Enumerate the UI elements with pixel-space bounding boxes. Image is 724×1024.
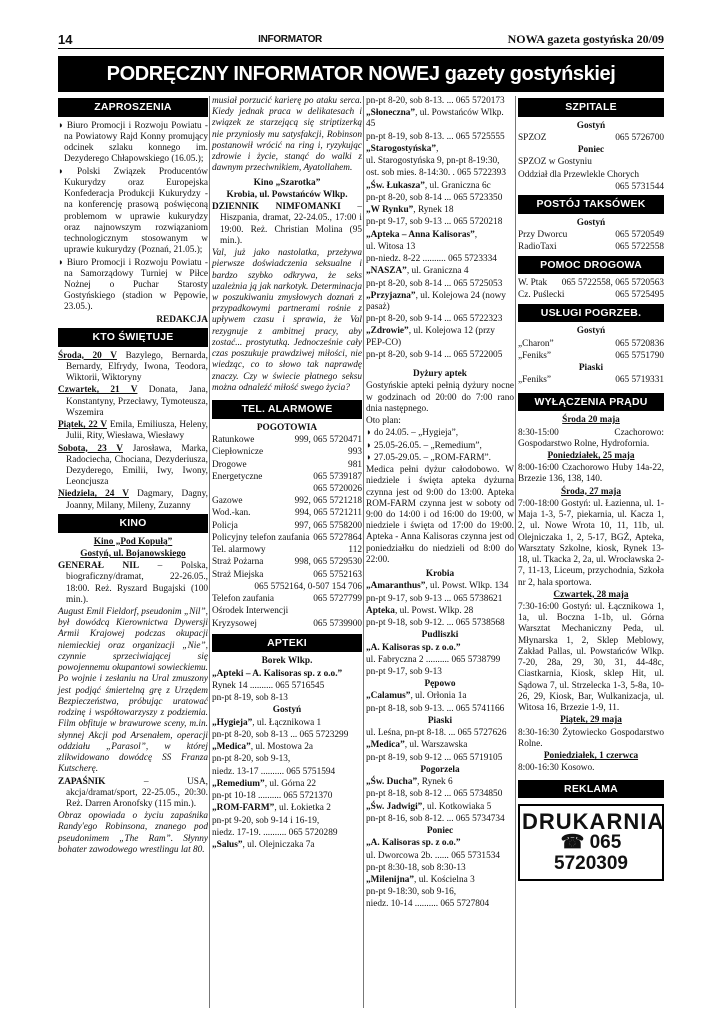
pharmacy-name: „A. Kalisoras sp. z o.o.” [366,642,461,653]
entry-number: 065 5752163 [313,569,362,580]
invitations-list [58,121,208,314]
pharmacy-hours: pn-pt 9-18, sob 9-12. ... 065 5738568 [366,618,505,629]
film-title: GENERAŁ NIL [58,561,140,572]
film-description: Val, już jako nastolatka, przeżywa pierwsze doświadczenia seksualne i bardzo szybko odkrywa, że seks uzależnia ją jak narkotyk. Determinacja w poszukiwaniu zmysłowych doznań z przypadkowymi partnerami rośnie z upływem czasu i sprawia, że Val rezygnuje z ambitnej pracy, aby zostać... prostytutką. Jednocześnie cały czas poszukuje prawdziwej miłości, nie wiedząc, co to słowo tak naprawdę znaczy. Czy w świecie płatnego seksu można odnaleźć miłość swego życia? [212,248,362,393]
column-2 [212,96,362,852]
pharmacy-address: , ul. Olejniczaka 7a [242,840,315,850]
pharmacy-hours: Rynek 14 .......... 065 5716545 [212,680,325,691]
nameday-date: Piątek, 22 V [58,420,108,431]
pharmacy-address: , [436,143,439,154]
pharmacy-name: „Św. Jadwigi” [366,801,423,812]
pharmacy-address: , ul. Łokietka 2 [274,803,331,814]
town-heading: Pogorzela [420,764,460,775]
section-header-taxi: POSTÓJ TAKSÓWEK [518,195,664,214]
duty-plan-label: Oto plan: [366,416,401,427]
entry-number: 065 5726700 [615,132,664,143]
duty-item: ◗ 27.05-29.05. – „ROM-FARM”. [366,452,492,463]
section-header-drogowa: POMOC DROGOWA [518,256,664,275]
duty-item: ◗ 25.05-26.05. – „Remedium”, [366,440,482,451]
pharmacy-name: „Hygieja” [212,717,253,728]
pharmacy-name: „Calamus” [366,691,411,702]
banner-title: PODRĘCZNY INFORMATOR NOWEJ gazety gostyńskiej [106,62,616,85]
entry-number: 997, 065 5758200 [294,520,362,531]
pharmacy-address: , ul. Górna 22 [264,778,317,789]
entry-name: Ciepłownicze [212,447,264,458]
entry-name: Policja [212,520,238,531]
duty-text: Medica pełni dyżur całodobowo. W niedziele i święta apteka dyżurna czynna jest od 9:00 do 13:00. Apteka ROM-FARM czynna jest w soboty od 9:00 do 14:00 i od 16:00 do 19:00, w niedziele i święta od 17:00 do 19:00. Apteka - Anna Kalisoras czynna jest od poniedziałku do niedzieli od 8:00 do 22:00. [366,465,514,565]
pharmacy-list [366,96,514,361]
pharmacy-address: , ul. Mostowa 2a [250,742,313,753]
emergency-subtitle: POGOTOWIA [256,422,318,433]
outage-date: Czwartek, 28 maja [553,589,629,600]
nameday-names: Bazylego, Bernarda, Bernardy, Elfrydy, Iwona, Teodora, Wiktorii, Wiktoryny [66,350,208,384]
entry-name: Telefon zaufania [212,594,275,605]
pharmacy-list [366,643,514,679]
column-divider [363,96,364,1008]
emergency-row [212,606,362,617]
pharmacy-hours: pn-pt 8-20, sob 9-14 ... 065 5722005 [366,349,503,360]
town-heading: Gostyń [272,705,302,716]
pharmacy-hours: pn-pt 8-20, sob 9-13, [212,754,291,765]
column-4 [518,96,664,881]
film-description-continued: musiał porzucić karierę po ataku serca. Kiedy jednak praca w delikatesach i związek ze starzejącą się striptizerką nie przyniosły mu satysfakcji, Robinson postanowił wrócić na ring i, ryzykując zdrowie i życie, stanąć do walki z dawnym przeciwnikiem, Ayatollahem. [212,96,362,174]
pharmacy-name-line [212,742,362,753]
pharmacy-name-line [366,777,514,788]
pharmacy-hours: ul. Fabryczna 2 .......... 065 5738799 [366,654,501,665]
pharmacy-list [366,777,514,825]
entry-name: W. Ptak [518,278,548,289]
pharmacy-name-line [366,144,514,155]
town-heading: Borek Wlkp. [261,656,313,667]
town-heading: Gostyń [576,120,606,131]
emergency-row [212,472,362,483]
section-header-alarmowe: TEL. ALARMOWE [212,400,362,419]
pharmacy-address: , ul. Kolejowa 24 (nowy pasaż) [366,290,506,312]
pharmacy-name-line [366,802,514,813]
town-heading: Poniec [426,826,454,837]
funeral-list [518,375,664,386]
pharmacy-name: „Medica” [212,742,251,753]
entry-name: Ratunkowe [212,435,255,446]
funeral-row [518,351,664,362]
pharmacy-hours: pn-pt 9-17, sob 9-13 ... 065 5738621 [366,593,503,604]
pharmacy-address: , ul. Graniczna 6c [424,180,491,191]
pharmacy-name: „Św. Ducha” [366,777,418,788]
pharmacy-hours: pn-pt 8-19, sob 9-12 ... 065 5719105 [366,752,503,763]
duty-list [366,428,514,464]
section-header-wylaczenia: WYŁĄCZENIA PRĄDU [518,393,664,412]
entry-number: 112 [348,545,362,556]
nameday-names: Dagmary, Dagny, Joanny, Milany, Mileny, Zuzanny [66,489,208,511]
outage-date: Poniedziałek, 1 czerwca [543,751,639,762]
emergency-row [212,435,362,446]
pharmacy-address: , ul. Kolejowa 12 (przy PEP-CO) [366,326,495,348]
pharmacy-hours: pn-pt 9-17, sob 9-13 ... 065 5720218 [366,217,503,228]
outage-text: 8:00-16:00 Czachorowo Huby 14a-22, Brzezie 136, 138, 140. [518,463,664,485]
entry-number: 065 5720549 [615,230,664,241]
pharmacy-hours: pn-pt 9-20, sob 9-14 i 16-19, [212,815,320,826]
pharmacy-hours: pn-pt 9-18:30, sob 9-16, [366,887,457,898]
pharmacy-hours: ul. Dworcowa 2b. ...... 065 5731534 [366,850,501,861]
hospital-name: SPZOZ w Gostyniu [518,157,592,168]
hospital-number: 065 5731544 [615,181,664,192]
section-header-szpitale: SZPITALE [518,98,664,117]
pharmacy-name: „Słoneczna” [366,108,416,119]
entry-name: Straż Miejska [212,569,264,580]
emergency-row [212,582,362,593]
emergency-row [212,460,362,471]
pharmacy-name-line [366,326,514,348]
entry-number: 065 5720026 [313,483,362,494]
section-header-zaproszenia: ZAPROSZENIA [58,98,208,117]
pharmacy-address: , ul. Orłonia 1a [410,691,467,702]
pharmacy-name: Apteka [366,605,395,616]
pharmacy-name-line [366,838,514,849]
hospital-ward: Oddział dla Przewlekle Chorych [518,169,640,180]
entry-name: Tel. alarmowy [212,545,266,556]
film-entry [58,561,208,606]
nameday-item [58,444,208,489]
pharmacy-hours: niedz. 13-17 .......... 065 5751594 [212,766,336,777]
nameday-date: Sobota, 23 V [58,443,123,454]
power-outages-list [518,415,664,774]
entry-name: Cz. Puślecki [518,290,565,301]
ad-phone: ☎ 065 5720309 [554,832,628,875]
pharmacy-name-line [366,643,514,654]
section-header-imieniny: KTO ŚWIĘTUJE [58,328,208,347]
column-3 [366,96,514,912]
funeral-list [518,339,664,362]
pharmacy-name: „Apteka – Anna Kalisoras” [366,229,475,240]
emergency-row [212,484,362,495]
pharmacy-name-line [212,718,362,729]
signature: REDAKCJA [156,314,208,325]
entry-number: 065 5752164, 0-507 154 706 [254,581,362,592]
pharmacy-hours: ul. Leśna, pn-pt 8-18. ... 065 5727626 [366,728,507,739]
entry-name: Gazowe [212,496,243,507]
pharmacy-name: „NASZA” [366,266,407,277]
emergency-row [212,521,362,532]
nameday-date: Niedziela, 24 V [58,489,129,500]
outage-date: Środa, 27 maja [560,486,621,497]
advertisement[interactable] [518,804,664,881]
pharmacy-hours: pn-pt 8-19, sob 8-13. ... 065 5725555 [366,131,505,142]
roadside-row [518,290,664,301]
town-heading: Gostyń [576,326,606,337]
pharmacy-hours: pn-pt 8-20, sob 8-13 ... 065 5723299 [212,729,349,740]
pharmacy-name: „Zdrowie” [366,326,409,337]
entry-number: 998, 065 5729530 [294,557,362,568]
nameday-date: Środa, 20 V [58,350,117,361]
cinema-name: Kino „Szarotka” [253,177,321,188]
town-heading: Gostyń [576,217,606,228]
header-divider [58,48,664,49]
entry-name: Drogowe [212,459,247,470]
entry-name: Policyjny telefon zaufania [212,532,310,543]
pharmacy-list [212,718,362,852]
film-entry [212,202,362,247]
pharmacy-hours: pn-pt 8-18, sob 8-12 ... 065 5734850 [366,789,503,800]
section-label: INFORMATOR [258,33,322,45]
emergency-numbers-list [212,435,362,630]
film-title: DZIENNIK NIMFOMANKI [212,202,341,213]
emergency-row [212,619,362,630]
emergency-row [212,570,362,581]
pharmacy-name: „Salus” [212,840,243,850]
column-divider [515,96,516,1008]
pharmacy-hours: niedz. 17-19. .......... 065 5720289 [212,827,338,838]
pharmacy-hours: pn-pt 8-20, sob 8-14 ... 065 5723350 [366,192,503,203]
emergency-row [212,545,362,556]
duty-item: ◗ do 24.05. – „Hygieja”, [366,428,459,439]
pharmacy-name: „ROM-FARM” [212,803,275,814]
town-heading: Pępowo [424,679,456,690]
film-title: ZAPAŚNIK [58,776,106,787]
gazette-title: NOWA gazeta gostyńska 20/09 [507,31,664,46]
pharmacy-address: , ul. Powstańców Wlkp. 45 [366,108,504,130]
section-header-apteki: APTEKI [212,634,362,653]
pharmacy-list [212,669,362,705]
entry-number: 065 5722558, 065 5720563 [561,278,664,289]
outage-text: 8:30-15:00 Czachorowo: Gospodarstwo Rolne, Hydrofornia. [518,427,664,449]
town-heading: Pudliszki [421,630,459,641]
page-header [58,30,664,48]
pharmacy-name-line [366,740,514,751]
pharmacy-hours: pn-pt 10-18 .......... 065 5721370 [212,791,333,802]
column-1 [58,96,208,857]
pharmacy-hours: niedz. 10-14 .......... 065 5727804 [366,899,490,910]
namedays-list [58,351,208,512]
pharmacy-hours: pn-pt 8:30-18, sob 8:30-13 [366,862,466,873]
outage-text: 8:00-16:30 Kosowo. [518,763,595,774]
taxi-row [518,242,664,253]
pharmacy-name-line [212,840,362,851]
outage-text: 7:30-16:00 Gostyń: ul. Łącznikowa 1, 1a, ul. Boczna 1-1b, ul. Górna Warsztat Mechaniczny Peda, ul. Młynarska 1, 2, Sklep Meblowy, Zakład Pallas, ul. Powstańców Wlkp. 7-20, 28a, 29, 30, 31, 44-48c, Ciastkarnia, Kiosk, sklep Hit, ul. Sądowa 7, ul. Strzelecka 1-3, 5-8a, 10-26, 29, Kiosk, Bar, Wulkanizacja, ul. Witosa 16, Brzezie 1-9, 11. [518,602,664,714]
entry-name: Przy Dworcu [518,230,568,241]
column-divider [209,96,210,1008]
entry-number: 065 5727864 [313,532,362,543]
entry-name: Kryzysowej [212,618,257,629]
film-info: – Hiszpania, dramat, 22-24.05., 17:00 i 19:00. Reż. Christian Molina (95 min.). [220,202,362,246]
duty-heading: Dyżury aptek [413,369,467,380]
entry-name: Straż Pożarna [212,557,264,568]
pharmacy-hours: pn-pt 8-20, sob 8-14 ... 065 5725053 [366,278,503,289]
pharmacy-address: , Rynek 18 [413,205,454,216]
entry-number: 992, 065 5721218 [294,496,362,507]
entry-number: 065 5725495 [615,290,664,301]
emergency-row [212,496,362,507]
funeral-row [518,339,664,350]
film-description: August Emil Fieldorf, pseudonim „Nil”, był dowódcą Kierownictwa Dywersji Armii Krajowej podczas okupacji niemieckiej oraz organizacji „Nie”, czynnie sprzeciwiającej się powojennemu okupantowi sowieckiemu. Po wojnie i zesłaniu na Ural zmuszony jest podjąć śmiertelną grę z Urzędem Bezpieczeństwa, próbując uratować rodzinę i współtowarzyszy z podziemia. Film obfituje w brawurowe sceny, m.in. słynnej Akcji pod Arsenałem, operacji oddziału „Parasol”, w której zlikwidowano dowódcę SS Franza Kutscherę. [58,607,208,775]
pharmacy-address: , ul. Graniczna 4 [406,266,469,277]
pharmacy-name: „Starogostyńska” [366,143,437,154]
section-header-kino: KINO [58,514,208,533]
pharmacy-name-line [366,691,514,702]
pharmacy-name: „Medica” [366,740,405,751]
ad-title: DRUKARNIA [522,809,665,835]
nameday-item [58,351,208,385]
nameday-names: Jarosława, Marka, Radociecha, Chociana, Dezyderiusza, Dezyderego, Emilii, Iwy, Iwony, Leoncjusza [66,443,209,488]
outage-date: Piątek, 29 maja [560,715,622,726]
pharmacy-name-line [366,266,514,277]
roadside-list [518,278,664,301]
film-description: Obraz opowiada o życiu zapaśnika Randy'ego Robinsona, znanego pod pseudonimem „The Ram”. Słynny bohater zawodowego wrestlingu lat 80. [58,811,208,855]
taxi-row [518,230,664,241]
pharmacy-name-line [366,230,514,241]
outage-date: Poniedziałek, 25 maja [547,450,635,461]
invitation-item: ◗ Biuro Promocji i Rozwoju Powiatu - na Powiatowy Rajd Konny promujący odcinek szlaku konnego im. Dezyderego Chłapowskiego (16.05.); [58,120,208,165]
entry-number: 999, 065 5720471 [294,435,362,446]
pharmacy-name-line [366,581,514,592]
entry-number: 065 5719331 [615,375,664,386]
main-banner [58,56,664,92]
pharmacy-name: „Przyjazna” [366,290,416,301]
invitation-item: ◗ Polski Związek Producentów Kukurydzy oraz Europejska Konfederacja Produkcji Kukurydzy - na konferencję prasową poświęconą problemom w uprawie kukurydzy oraz najnowszym rozwiązaniom technologicznym stosowanym w uprawie kukurydzy (Poznań, 21.05.); [58,166,208,256]
section-header-reklama: REKLAMA [518,780,664,799]
pharmacy-name-line [366,108,514,130]
entry-name: Energetyczne [212,471,263,482]
pharmacy-list [366,691,514,714]
invitation-item: ◗ Biuro Promocji i Rozwoju Powiatu - na Samorządowy Turniej w Piłce Nożnej o Puchar Starosty Gostyńskiego (stadion w Pępowie, 23.05.). [58,257,208,313]
nameday-names: Donata, Jana, Konstantyny, Przecławy, Tymoteusza, Wszemira [66,385,208,418]
taxi-list [518,230,664,253]
pharmacy-hours: pn-niedz. 8-22 .......... 065 5723334 [366,254,497,265]
nameday-item [58,489,208,511]
entry-name: RadioTaxi [518,242,557,253]
entry-number: 065 5739187 [313,471,362,482]
film-info: – USA, akcja/dramat/sport, 22-25.05., 20:30. Reż. Darren Aronofsky (115 min.). [66,776,208,809]
pharmacy-name: „Amaranthus” [366,581,426,592]
emergency-row [212,447,362,458]
entry-number: 065 5720836 [615,338,664,349]
pharmacy-hours: pn-pt 8-20, sob 9-14 ... 065 5722323 [366,314,503,325]
entry-number: 065 5751790 [615,350,664,361]
pharmacy-name-line [366,606,514,617]
emergency-row [212,557,362,568]
outage-date: Środa 20 maja [562,415,620,426]
emergency-row [212,594,362,605]
entry-name: „Feniks” [518,350,552,361]
hospital-row [518,133,664,144]
pharmacy-hours: pn-pt 9-17, sob 9-13 [366,667,442,678]
film-entry [58,777,208,811]
pharmacy-name-line [366,181,514,192]
entry-number: 065 5727799 [313,594,362,605]
town-heading: Piaski [427,715,453,726]
section-header-pogrzebowe: USŁUGI POGRZEB. [518,304,664,323]
town-heading: Poniec [577,145,605,156]
pharmacy-hours: pn-pt 8-20, sob 8-13. ... 065 5720173 [366,96,505,106]
roadside-row [518,278,664,289]
pharmacy-name-line [366,205,514,216]
pharmacy-name: „Apteki – A. Kalisoras sp. z o.o.” [212,668,343,679]
pharmacy-hours: pn-pt 8-18, sob 9-13. ... 065 5741166 [366,703,505,714]
pharmacy-name: „W Rynku” [366,205,414,216]
nameday-names: Emila, Emiliusza, Heleny, Julii, Rity, Wiesława, Wiesławy [66,420,208,442]
town-heading: Krobia [425,569,455,580]
nameday-item [58,385,208,419]
page-number: 14 [58,31,73,47]
town-heading: Piaski [578,363,604,374]
film-info: – Polska, biograficzny/dramat, 22-26.05., 18:00. Reż. Ryszard Bugajski (100 min.). [66,561,208,605]
pharmacy-hours: ost. sob mies. 8-14:30. . 065 5722393 [366,168,506,179]
pharmacy-list [366,581,514,629]
nameday-date: Czwartek, 21 V [58,385,138,396]
entry-name: Ośrodek Interwencji [212,606,289,617]
entry-name: „Charon” [518,338,554,349]
pharmacy-name: „Remedium” [212,778,265,789]
cinema-address: Gostyń, ul. Bojanowskiego [80,548,186,559]
cinema-address: Krobia, ul. Powstańców Wlkp. [226,189,348,200]
duty-text: Gostyńskie apteki pełnią dyżury nocne w godzinach od 20:00 do 7:00 rano dnia następnego. [366,381,514,414]
entry-name: SPZOZ [518,132,547,143]
pharmacy-name-line [366,875,514,886]
pharmacy-address: , Rynek 6 [417,777,453,788]
entry-name: Wod.-kan. [212,508,251,519]
pharmacy-name-line [366,291,514,313]
pharmacy-name: „Św. Łukasza” [366,180,425,191]
nameday-item [58,420,208,442]
entry-number: 994, 065 5721211 [294,508,362,519]
emergency-row [212,508,362,519]
entry-number: 065 5722558 [615,242,664,253]
funeral-row [518,375,664,386]
pharmacy-name: „A. Kalisoras sp. z o.o.” [366,838,461,849]
entry-number: 981 [348,459,362,470]
pharmacy-address: , ul. Powst. Wlkp. 28 [394,605,474,616]
pharmacy-hours: ul. Starogostyńska 9, pn-pt 8-19:30, [366,156,500,167]
pharmacy-address: , ul. Warszawska [404,740,468,751]
pharmacy-list [366,728,514,764]
pharmacy-name-line [212,669,362,680]
pharmacy-name-line [212,803,362,814]
pharmacy-address: , ul. Powst. Wlkp. 134 [425,581,509,592]
pharmacy-address: , ul. Kotkowiaka 5 [422,801,492,812]
pharmacy-hours: pn-pt 8-19, sob 8-13 [212,693,288,704]
pharmacy-address: , [474,229,478,240]
pharmacy-hours: ul. Witosa 13 [366,241,416,252]
pharmacy-address: , ul. Łącznikowa 1 [252,717,322,728]
outage-text: 8:30-16:30 Żytowiecko Gospodarstwo Rolne. [518,727,664,749]
pharmacy-name: „Milenijna” [366,875,415,885]
pharmacy-hours: pn-pt 8-16, sob 8-12. ... 065 5734734 [366,813,505,824]
pharmacy-address: , ul. Kościelna 3 [414,875,475,885]
entry-number: 993 [348,447,362,458]
cinema-name: Kino „Pod Kopułą” [93,536,173,547]
entry-number: 065 5739900 [313,618,362,629]
pharmacy-list [366,838,514,910]
pharmacy-name-line [212,779,362,790]
outage-text: 7:00-18:00 Gostyń: ul. Łazienna, ul. 1-Maja 1-3, 5-7, piekarnia, ul. Kacza 1, 2, ul. Nowe Wrota 10, 11, 11b, ul. Olejniczaka 1, 2, 5-17, BGŻ, Apteka, Warsztaty Szkolne, kiosk, Rynek 13-18, ul. Tkacka 2, 2a, ul. Wrocławska 2-7, 11-13, Liceum, przychodnia, Szkoła nr 2, hala sportowa. [518,498,664,588]
entry-name: „Feniks” [518,375,552,386]
emergency-row [212,533,362,544]
